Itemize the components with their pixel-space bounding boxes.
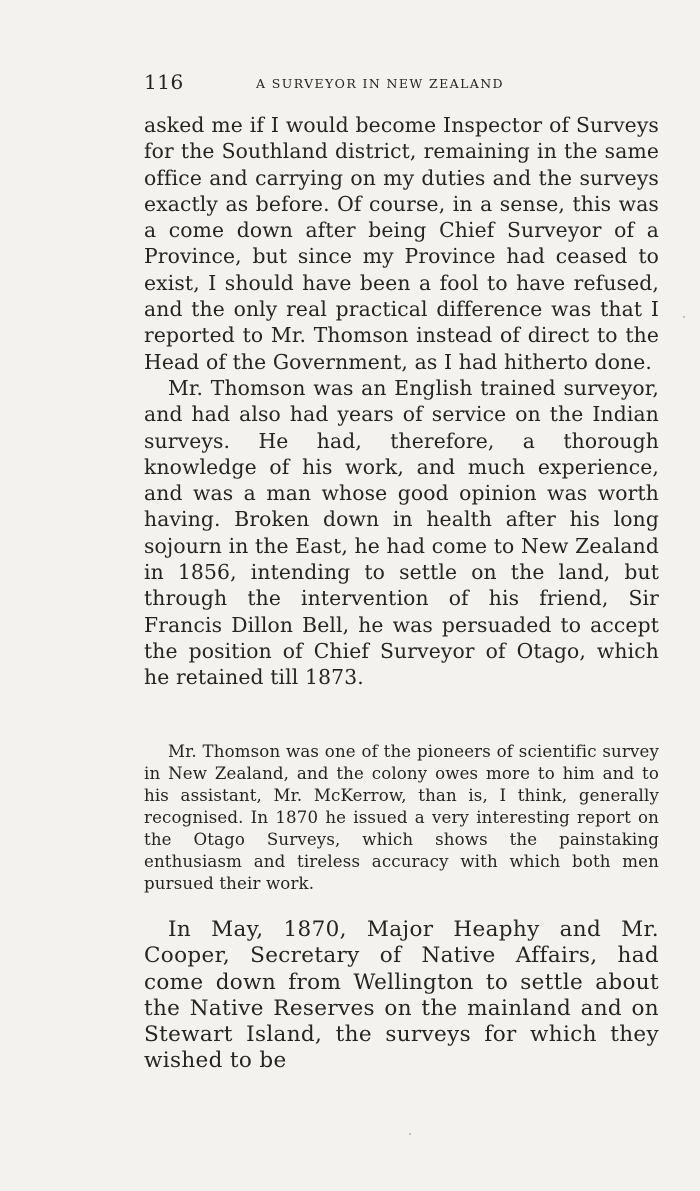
indented-note	[144, 741, 659, 895]
paragraph-heaphy: In May, 1870, Major Heaphy and Mr. Cooper, Secretary of Native Affairs, had come down from Wellington to settle about the Native Reserves on the mainland and on Stewart Island, the surveys for which they wished to be	[144, 917, 659, 1074]
page-number: 116	[144, 70, 184, 94]
closing-text	[144, 917, 659, 1075]
running-head: A SURVEYOR IN NEW ZEALAND	[256, 76, 504, 91]
main-text	[144, 112, 659, 691]
paragraph-thomson: Mr. Thomson was an English trained surveyor, and had also had years of service on the Indian surveys. He had, therefore, a thorough knowledge of his work, and much experience, and was a man whose good opinion was worth having. Broken down in health after his long sojourn in the East, he had come to New Zealand in 1856, intending to settle on the land, but through the intervention of his friend, Sir Francis Dillon Bell, he was persuaded to accept the position of Chief Surveyor of Otago, which he retained till 1873.	[144, 375, 659, 690]
page-header	[144, 70, 660, 100]
paragraph-continued: asked me if I would become Inspector of Surveys for the Southland district, remaining in the same office and carrying on my duties and the surveys exactly as before. Of course, in a sense, this was a come down after being Chief Surveyor of a Province, but since my Province had ceased to exist, I should have been a fool to have refused, and the only real practical difference was that I reported to Mr. Thomson instead of direct to the Head of the Government, as I had hitherto done.	[144, 113, 659, 374]
paper-speck	[683, 316, 685, 318]
note-paragraph: Mr. Thomson was one of the pioneers of scientific survey in New Zealand, and the colony owes more to him and to his assistant, Mr. McKerrow, than is, I think, generally recognised. In 1870 he issued a very interesting report on the Otago Surveys, which shows the painstaking enthusiasm and tireless accuracy with which both men pursued their work.	[144, 742, 659, 893]
paper-speck	[409, 1133, 411, 1135]
